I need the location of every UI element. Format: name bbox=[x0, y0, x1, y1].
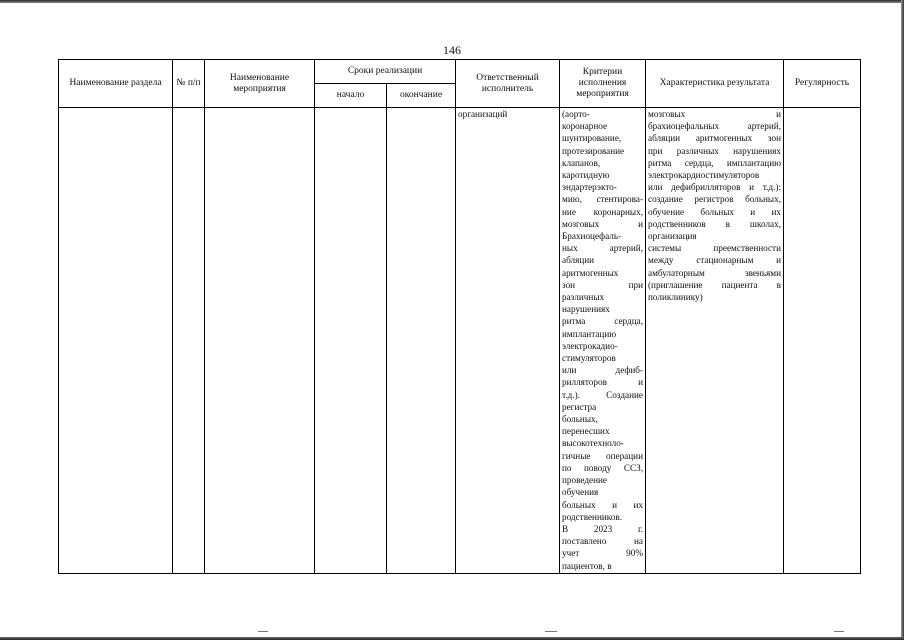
cell-end bbox=[387, 108, 456, 574]
header-regularity: Регулярность bbox=[784, 60, 861, 108]
cell-criteria bbox=[560, 108, 646, 574]
table-row bbox=[59, 108, 861, 574]
result-line: амбулаторным звеньями bbox=[648, 267, 781, 278]
header-activity: Наименование мероприятия bbox=[205, 60, 315, 108]
criteria-text bbox=[562, 108, 643, 572]
criteria-line: мию, стентирова- bbox=[562, 194, 643, 205]
cell-result bbox=[646, 108, 784, 574]
result-line: поликлинику) bbox=[648, 292, 703, 303]
criteria-line: пациентов, в bbox=[562, 560, 612, 571]
result-line: родственников в школах, bbox=[648, 218, 781, 229]
criteria-line: различных bbox=[562, 292, 605, 303]
criteria-line: мозговых и bbox=[562, 218, 643, 229]
scan-speck bbox=[258, 631, 268, 632]
criteria-line: аритмогенных bbox=[562, 267, 619, 278]
criteria-line: гичные операции bbox=[562, 450, 643, 461]
result-text bbox=[648, 108, 781, 303]
result-line: электрокардиостимуляторов bbox=[648, 170, 760, 181]
header-start: начало bbox=[315, 84, 387, 108]
result-line: брахиоцефальных артерий, bbox=[648, 121, 781, 132]
criteria-line: или дефиб- bbox=[562, 365, 643, 376]
criteria-line: больных, bbox=[562, 414, 598, 425]
criteria-line: учет 90% bbox=[562, 548, 643, 559]
cell-number bbox=[173, 108, 205, 574]
result-line: системы преемственности bbox=[648, 243, 781, 254]
page-number: 146 bbox=[443, 43, 461, 57]
criteria-line: протезирование bbox=[562, 145, 625, 156]
criteria-line: электрокадио- bbox=[562, 340, 618, 351]
cell-section bbox=[59, 108, 173, 574]
criteria-line: поставлено на bbox=[562, 536, 643, 547]
criteria-line: эндартерэкто- bbox=[562, 182, 617, 193]
result-line: создание регистров больных, bbox=[648, 194, 781, 205]
result-line: или дефибрилляторов и т.д.): bbox=[648, 182, 781, 193]
criteria-line: В 2023 г. bbox=[562, 523, 643, 534]
result-line: при различных нарушениях bbox=[648, 145, 781, 156]
criteria-line: проведение bbox=[562, 475, 608, 486]
header-terms: Сроки реализации bbox=[315, 60, 456, 84]
result-line: между стационарным и bbox=[648, 255, 781, 266]
criteria-line: рилляторов и bbox=[562, 377, 643, 388]
criteria-line: регистра bbox=[562, 401, 597, 412]
criteria-line: ритма сердца, bbox=[562, 316, 643, 327]
cell-start bbox=[315, 108, 387, 574]
header-result: Характеристика результата bbox=[646, 60, 784, 108]
header-end: окончание bbox=[387, 84, 456, 108]
criteria-line: т.д.). Создание bbox=[562, 389, 643, 400]
criteria-line: перенесших bbox=[562, 426, 610, 437]
result-line: организация bbox=[648, 231, 697, 242]
criteria-line: клапанов, bbox=[562, 157, 601, 168]
criteria-line: обучения bbox=[562, 487, 599, 498]
criteria-line: высокотехноло- bbox=[562, 438, 624, 449]
header-responsible: Ответственный исполнитель bbox=[456, 60, 560, 108]
criteria-line: абляции bbox=[562, 255, 595, 266]
criteria-line: стимуляторов bbox=[562, 353, 616, 364]
result-line: мозговых и bbox=[648, 109, 781, 119]
scan-speck bbox=[834, 631, 844, 632]
criteria-line: Брахиоцефаль- bbox=[562, 231, 622, 242]
criteria-line: шунтирование, bbox=[562, 133, 622, 144]
result-line: ритма сердца, имплантацию bbox=[648, 157, 781, 168]
result-line: абляции аритмогенных зон bbox=[648, 133, 781, 144]
criteria-line: зон при bbox=[562, 279, 643, 290]
criteria-line: (аорто- bbox=[562, 109, 590, 119]
result-line: обучение больных и их bbox=[648, 206, 781, 217]
plan-table bbox=[58, 59, 861, 574]
criteria-line: по поводу ССЗ, bbox=[562, 462, 643, 473]
header-number: № п/п bbox=[173, 60, 205, 108]
criteria-line: больных и их bbox=[562, 499, 643, 510]
scan-speck bbox=[545, 631, 557, 632]
criteria-line: каротидную bbox=[562, 170, 610, 181]
cell-regularity bbox=[784, 108, 861, 574]
result-line: (приглашение пациента в bbox=[648, 279, 781, 290]
header-section: Наименование раздела bbox=[59, 60, 173, 108]
criteria-line: ние коронарных, bbox=[562, 206, 643, 217]
cell-activity bbox=[205, 108, 315, 574]
criteria-line: родственников. bbox=[562, 511, 623, 522]
scan-edge-top bbox=[0, 0, 904, 3]
cell-responsible: организаций bbox=[456, 108, 560, 574]
header-criteria: Критерии исполнения мероприятия bbox=[560, 60, 646, 108]
criteria-line: нарушениях bbox=[562, 304, 610, 315]
criteria-line: коронарное bbox=[562, 121, 608, 132]
criteria-line: ных артерий, bbox=[562, 243, 643, 254]
criteria-line: имплантацию bbox=[562, 328, 617, 339]
